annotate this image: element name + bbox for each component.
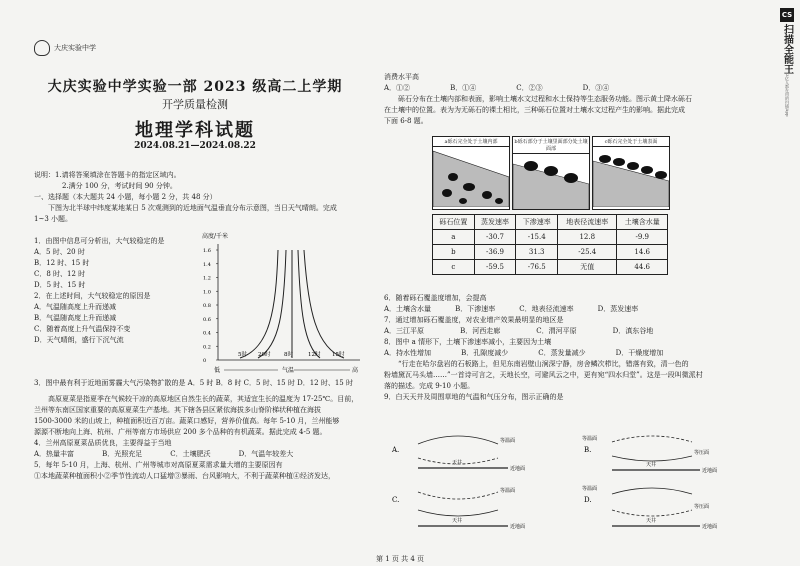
q9-diagrams [388, 430, 768, 550]
gravel-image-c-drawing [593, 147, 669, 207]
q1-option-d[interactable]: D．5 时、15 时 [34, 281, 86, 289]
y-tick-label: 0.8 [203, 303, 211, 309]
gravel-image-b-drawing [513, 154, 589, 210]
table-header: 蒸发速率 [474, 215, 516, 230]
q6-options [384, 304, 764, 315]
passage-4-5 [34, 394, 374, 482]
q2-option-a[interactable]: A．气温随高度上升而递减 [34, 303, 117, 311]
diagram-b [582, 435, 717, 474]
diagram-d-isotemp: 等温面 [582, 486, 598, 492]
question-8: 8．图中 a 情形下，土壤下渗速率减小，主要因为土壤 [384, 338, 552, 346]
right-column-top [384, 72, 764, 127]
chart-ylabel: 高度/千米 [202, 233, 229, 240]
table-cell: 14.6 [617, 245, 668, 260]
q5-options [384, 83, 764, 94]
diagram-c-ground: 近地面 [510, 524, 526, 530]
curve-20h [258, 250, 286, 358]
q6-option-b[interactable]: B．下渗速率 [455, 305, 496, 313]
table-header: 下渗速率 [516, 215, 558, 230]
diagram-d-ground: 近地面 [702, 524, 718, 530]
page-footer: 第 1 页 共 4 页 [375, 555, 425, 563]
diagram-b-well: 天井 [646, 462, 657, 468]
temperature-profile-chart [200, 230, 372, 380]
diagram-c-well: 天井 [452, 518, 463, 524]
section-heading: 一、选择题（本大题共 24 小题，每小题 2 分，共 48 分） [34, 193, 217, 201]
gravel-image-a-drawing [433, 147, 509, 207]
gravel-passage-c: 下面 6-8 题。 [384, 117, 428, 125]
y-tick-label: 1.0 [203, 289, 211, 296]
label-12h: 12时 [308, 352, 321, 358]
table-cell: -59.5 [474, 260, 516, 275]
q4-option-c[interactable]: C．土壤肥沃 [170, 450, 211, 458]
q4-option-d[interactable]: D．气温年较差大 [238, 450, 294, 458]
table-cell: -15.4 [516, 230, 558, 245]
exam-subject-title: 地理学科试题 [135, 120, 255, 141]
diagram-d [582, 485, 717, 530]
q4-options [34, 449, 374, 460]
gravel-table [432, 214, 668, 275]
question-2: 2．在上述时间，大气较稳定的原因是 [34, 292, 151, 300]
poem-line-b: 粉墙黛瓦马头墙……”一首诗可言之，天地长空，可避风云之中，更有宛“四水归堂”。这是一段叫微派村 [384, 371, 703, 379]
passage-line-2: 兰州等东南区国家重要的高原夏菜生产基地。其下辖各县区紧依海拔多山脊阶梯状种植在海拔 [34, 406, 321, 414]
curve-12h [298, 250, 320, 358]
diagram-a-letter: A. [392, 446, 400, 454]
q1-option-c[interactable]: C．8 时、12 时 [34, 270, 86, 278]
poem-line-c: 落的描述。完成 9-10 小题。 [384, 382, 475, 390]
table-cell: b [433, 245, 475, 260]
x-low-label: 低 [214, 367, 221, 374]
diagram-a-well: 天井 [452, 460, 463, 466]
exam-title-line2: 开学质量检测 [162, 98, 228, 111]
table-row [433, 245, 668, 260]
table-header: 土壤含水量 [617, 215, 668, 230]
passage-line-3: 1500-3000 米的山坡上，种植面积近百万亩。蔬菜口感好，营养价值高。每年 5-10 月，兰州能够 [34, 417, 340, 425]
q5-option-d[interactable]: D．③④ [582, 84, 610, 92]
school-header [34, 40, 96, 56]
q8-option-b[interactable]: B．孔隙度减少 [461, 349, 509, 357]
q5-continuation: 消费水平高 [384, 73, 419, 81]
q8-option-c[interactable]: C．蒸发量减少 [538, 349, 586, 357]
curve-15h [304, 250, 344, 358]
question-6: 6．随着砾石覆盖度增加，会提高 [384, 294, 487, 302]
q6-option-d[interactable]: D．蒸发速率 [597, 305, 639, 313]
table-cell: -9.9 [617, 230, 668, 245]
q2-option-d[interactable]: D．天气晴朗，盛行下沉气流 [34, 336, 124, 344]
x-high-label: 高 [352, 367, 359, 374]
school-emblem-icon [34, 40, 50, 56]
instruction-2: 2.满分 100 分，考试时间 90 分钟。 [62, 182, 177, 190]
diagram-b-ground: 近地面 [702, 468, 718, 474]
instructions [34, 170, 374, 225]
q5-option-b[interactable]: B．①④ [450, 84, 477, 92]
table-cell: 无值 [558, 260, 617, 275]
passage-line-4: 源源不断地向上海、杭州、广州等南方市场供应 200 多个品种的有机蔬菜。据此完成 4-5 题。 [34, 428, 327, 436]
q5-statements: ①本地蔬菜种植面积小②季节性流动人口猛增③暴雨、台风影响大，不利于蔬菜种植④经济发达， [34, 472, 335, 480]
diagram-d-isopres: 等压面 [694, 504, 710, 510]
intro-text-a: 下图为北半球中纬度某地某日 5 次观测到的近地面气温垂直分布示意图，当日天气晴朗。完成 [48, 204, 337, 212]
q7-option-b[interactable]: B．河西走廊 [460, 327, 501, 335]
exam-title-line1: 大庆实验中学实验一部 2023 级高二上学期 [47, 79, 343, 95]
q7-option-a[interactable]: A．三江平原 [384, 327, 425, 335]
q6-option-c[interactable]: C．地表径流速率 [519, 305, 574, 313]
table-cell: -76.5 [516, 260, 558, 275]
diagram-b-isotemp: 等温面 [582, 436, 598, 442]
label-5h: 5时 [238, 352, 247, 358]
x-axis-label: 气温 [282, 367, 295, 374]
q8-option-a[interactable]: A．持水性增加 [384, 349, 432, 357]
passage-line-1: 高原夏菜是指夏季在气候较干凉的高原地区自然生长的蔬菜，其适宜生长的温度为 17-25℃。目前， [48, 395, 359, 403]
question-3: 3．图中最有利于近地面雾霾大气污染物扩散的是 A．5 时 B．8 时 C．5 时、15 时 D．12 时、15 时 [34, 379, 353, 387]
y-tick-label: 1.2 [203, 275, 211, 282]
q6-option-a[interactable]: A．土壤含水量 [384, 305, 432, 313]
scanner-banner [776, 8, 798, 138]
question-9: 9．白天天井及周围草地的气温和气压分布，图示正确的是 [384, 393, 564, 401]
question-5: 5．每年 5-10 月，上海、杭州、广州等城市对高原夏菜需求量大增的主要原因有 [34, 461, 283, 469]
q5-option-a[interactable]: A．①② [384, 84, 411, 92]
y-tick-label: 0.4 [203, 330, 211, 337]
poem-line-a: “行走在哈尔盘岩的石板路上，但见东南岩壁山涧深宁静，房舍鳞次栉比，错落有致，清一色的 [398, 360, 689, 368]
exam-dates: 2024.08.21—2024.08.22 [134, 141, 256, 151]
q7-option-c[interactable]: C．渭河平原 [536, 327, 577, 335]
table-cell: c [433, 260, 475, 275]
q7-options [384, 326, 764, 337]
y-tick-label: 1.6 [203, 248, 211, 254]
q4-option-b[interactable]: B．光照充足 [102, 450, 143, 458]
diagram-a-ground: 近地面 [510, 466, 526, 472]
table-cell: -30.7 [474, 230, 516, 245]
gravel-image-b [512, 136, 590, 210]
table-cell: a [433, 230, 475, 245]
table-row [433, 230, 668, 245]
y-ticks [203, 248, 218, 364]
q1-option-a[interactable]: A．5 时、20 时 [34, 248, 85, 256]
question-1: 1．由图中信息可分析出，大气较稳定的是 [34, 237, 165, 245]
instruction-1: 说明：1.请将答案填涂在答题卡的指定区域内。 [34, 171, 181, 179]
table-header: 砾石位置 [433, 215, 475, 230]
label-15h: 15时 [332, 352, 345, 358]
diagram-c-isotemp: 等温面 [500, 488, 516, 494]
q2-option-b[interactable]: B．气温随高度上升而递减 [34, 314, 117, 322]
diagram-c-letter: C. [392, 496, 400, 504]
gravel-image-c [592, 136, 670, 210]
school-name: 大庆实验中学 [54, 44, 96, 52]
gravel-image-a-label: a砾石完全处于土壤内部 [433, 137, 509, 147]
camscanner-logo-icon: CS [780, 8, 794, 22]
table-cell: -25.4 [558, 245, 617, 260]
label-20h: 20时 [258, 352, 271, 358]
gravel-image-c-label: c砾石完全处于土壤表面 [593, 137, 669, 147]
questions-1-2 [34, 236, 214, 346]
gravel-image-a [432, 136, 510, 210]
diagram-d-well: 天井 [646, 518, 657, 524]
table-header: 地表径流速率 [558, 215, 617, 230]
table-cell: 12.8 [558, 230, 617, 245]
gravel-image-b-label: b砾石部分于土壤里面部分处土壤面部 [514, 139, 588, 152]
q7-option-d[interactable]: D．滇东谷地 [612, 327, 654, 335]
question-4: 4．兰州高原夏菜品质优良，主要得益于当地 [34, 439, 172, 447]
scanner-subtitle: 3亿人都在用的扫描App [785, 74, 790, 117]
diagram-a [391, 436, 525, 472]
table-row [433, 260, 668, 275]
q8-option-d[interactable]: D．干燥度增加 [615, 349, 664, 357]
table-header-row [433, 215, 668, 230]
gravel-passage-b: 在土壤中的位置。表为为无砾石的裸土相比，三种砾石位置对土壤水文过程产生的影响。据此完成 [384, 106, 685, 114]
q5-option-c[interactable]: C．②③ [516, 84, 543, 92]
q4-option-a[interactable]: A．热量丰富 [34, 450, 75, 458]
diagram-b-letter: B. [584, 446, 592, 454]
q8-options [384, 348, 764, 359]
scanner-title: 扫描全能王 [781, 24, 793, 74]
questions-6-9 [384, 293, 764, 403]
y-tick-label: 0 [203, 358, 207, 364]
temperature-curves [240, 250, 344, 358]
y-tick-label: 0.6 [203, 316, 211, 323]
y-tick-label: 1.4 [203, 261, 211, 268]
y-tick-label: 0.2 [203, 344, 211, 351]
label-8h: 8时 [284, 352, 293, 358]
gravel-passage-a: 砾石分布在土壤内部和表面，影响土壤水文过程和水土保持等生态服务功能。图示黄土降水砾石 [398, 95, 692, 103]
diagram-d-letter: D. [584, 496, 592, 504]
question-7: 7．通过增加砾石覆盖度，对农业增产效果最明显的地区是 [384, 316, 564, 324]
diagram-a-isotemp: 等温面 [500, 438, 516, 444]
diagram-c [392, 487, 525, 530]
diagram-b-isopres: 等压面 [694, 450, 710, 456]
q1-option-b[interactable]: B．12 时、15 时 [34, 259, 90, 267]
table-cell: 44.6 [617, 260, 668, 275]
table-cell: -36.9 [474, 245, 516, 260]
intro-text-b: 1~3 小题。 [34, 215, 72, 223]
q2-option-c[interactable]: C．随着高度上升气温保持不变 [34, 325, 131, 333]
table-cell: 31.3 [516, 245, 558, 260]
